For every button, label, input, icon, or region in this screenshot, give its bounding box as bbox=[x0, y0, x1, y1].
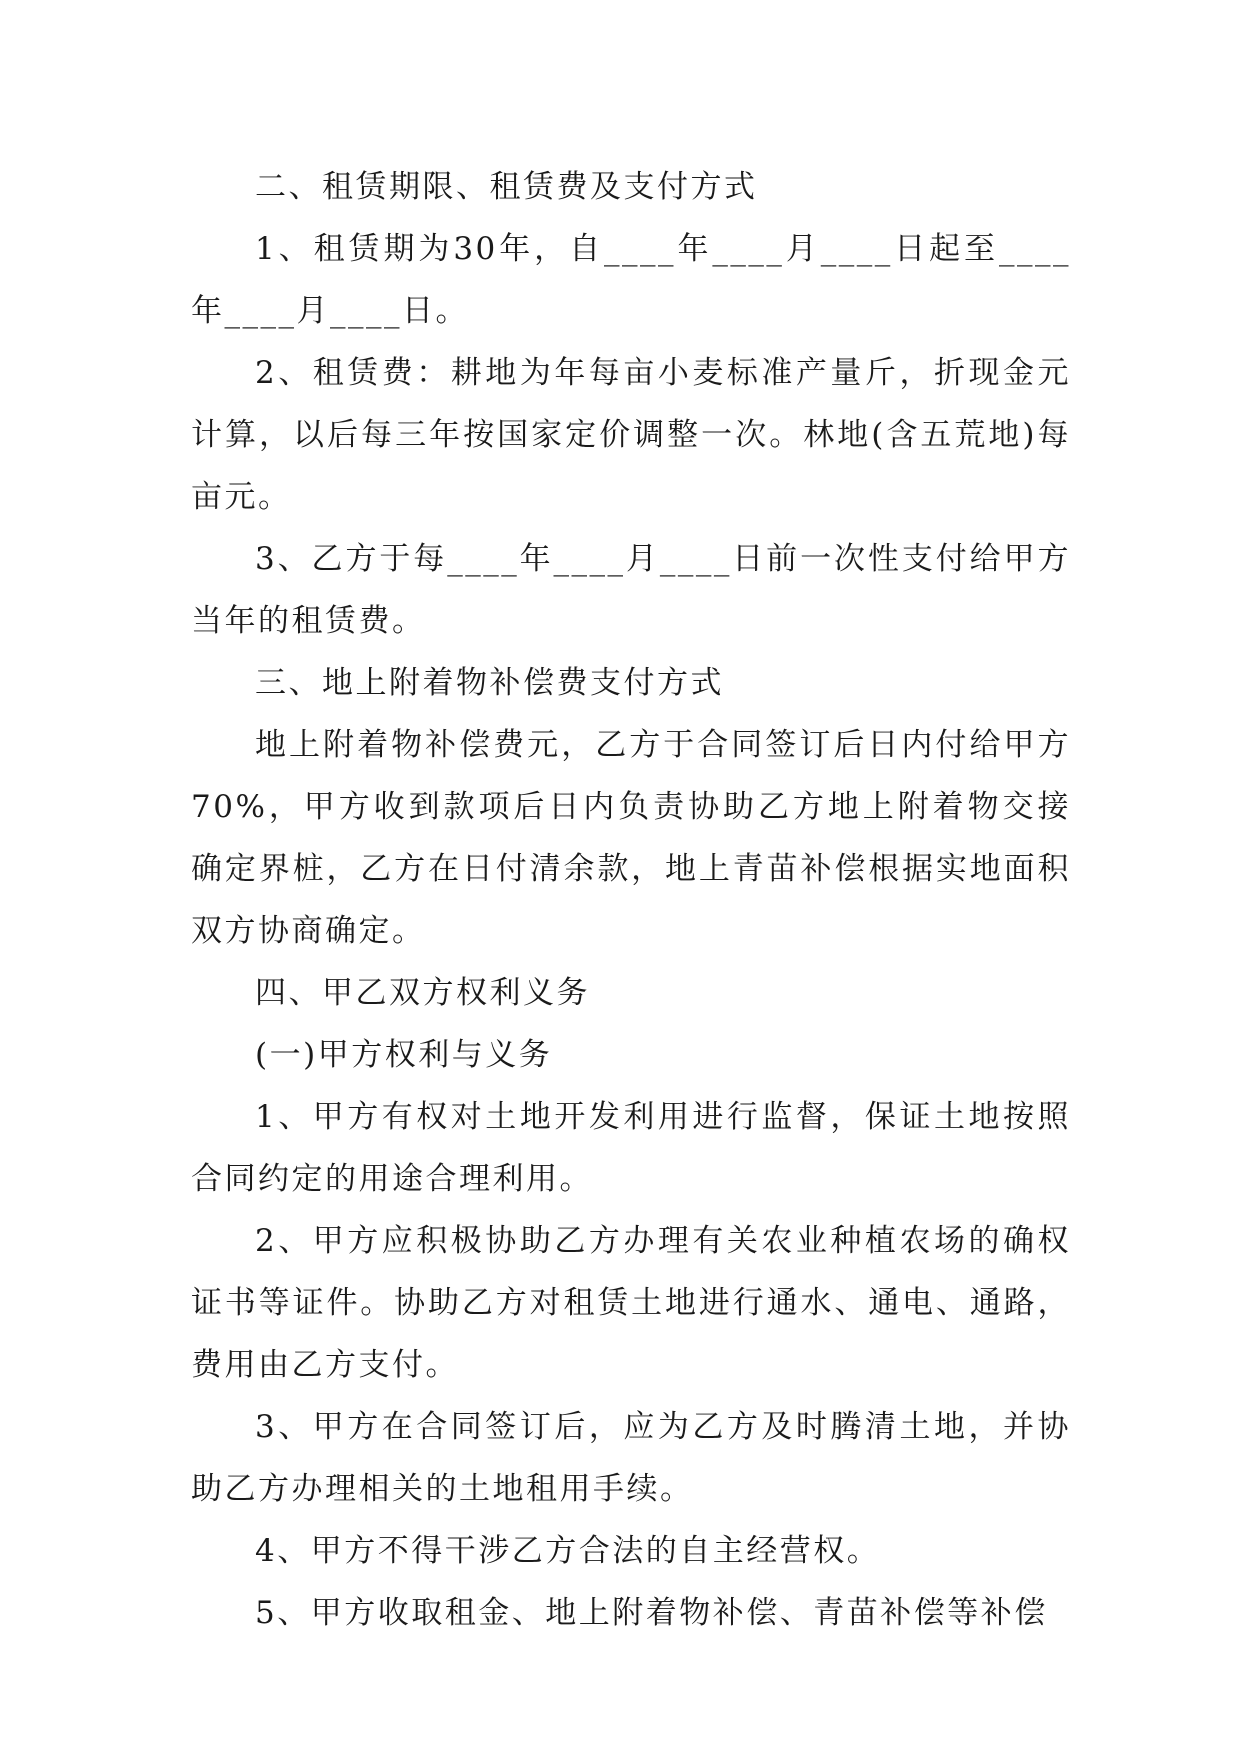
clause-party-a-3: 3、甲方在合同签订后，应为乙方及时腾清土地，并协助乙方办理相关的土地租用手续。 bbox=[191, 1409, 1071, 1507]
section-heading-compensation: 三、地上附着物补偿费支付方式 bbox=[255, 665, 724, 701]
clause-party-a-2: 2、甲方应积极协助乙方办理有关农业种植农场的确权证书等证件。协助乙方对租赁土地进行通水、通电、通路，费用由乙方支付。 bbox=[191, 1223, 1071, 1383]
clause-party-a-4: 4、甲方不得干涉乙方合法的自主经营权。 bbox=[255, 1533, 881, 1569]
clause-lease-fee: 2、租赁费：耕地为年每亩小麦标准产量斤，折现金元计算，以后每三年按国家定价调整一次。林地(含五荒地)每亩元。 bbox=[191, 355, 1071, 515]
clause-party-a-5: 5、甲方收取租金、地上附着物补偿、青苗补偿等补偿 bbox=[255, 1595, 1048, 1631]
section-heading-rights: 四、甲乙双方权利义务 bbox=[255, 975, 590, 1011]
clause-payment-date: 3、乙方于每____年____月____日前一次性支付给甲方当年的租赁费。 bbox=[191, 541, 1071, 639]
clause-party-a-1: 1、甲方有权对土地开发利用进行监督，保证土地按照合同约定的用途合理利用。 bbox=[191, 1099, 1071, 1197]
subsection-heading-party-a: (一)甲方权利与义务 bbox=[255, 1037, 553, 1073]
section-heading-lease-term: 二、租赁期限、租赁费及支付方式 bbox=[255, 169, 758, 205]
document-body bbox=[191, 156, 1071, 1644]
clause-compensation: 地上附着物补偿费元，乙方于合同签订后日内付给甲方70%，甲方收到款项后日内负责协助乙方地上附着物交接确定界桩，乙方在日付清余款，地上青苗补偿根据实地面积双方协商确定。 bbox=[191, 727, 1071, 949]
clause-lease-period: 1、租赁期为30年，自____年____月____日起至____年____月____日。 bbox=[191, 231, 1071, 329]
